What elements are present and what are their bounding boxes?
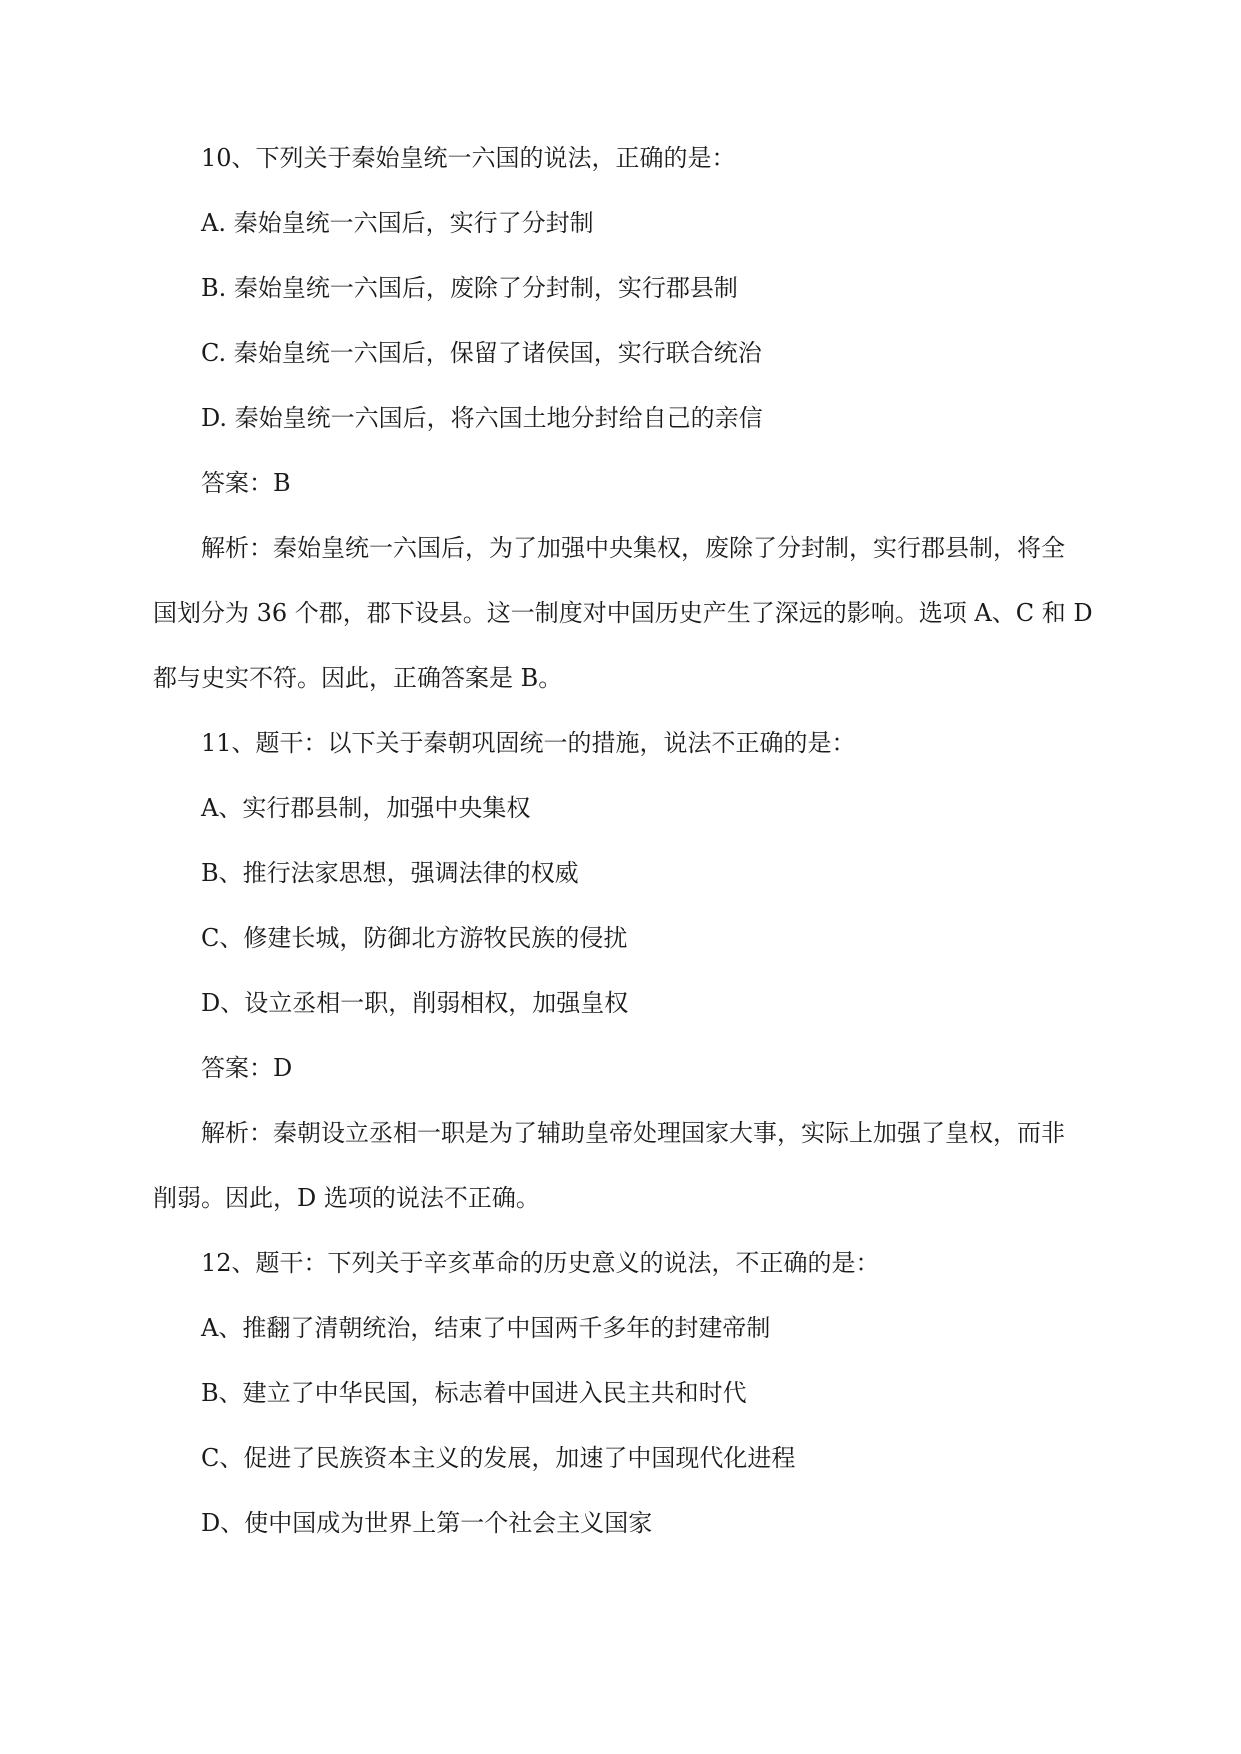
option-item — [153, 337, 1103, 369]
question-stem — [153, 142, 1103, 174]
question-11-option-c: C、修建长城，防御北方游牧民族的侵扰 — [201, 924, 628, 952]
question-10-option-a: A. 秦始皇统一六国后，实行了分封制 — [201, 209, 594, 237]
explanation-line: 削弱。因此，D 选项的说法不正确。 — [153, 1184, 540, 1212]
question-11-option-a: A、实行郡县制，加强中央集权 — [201, 794, 531, 822]
answer-line — [153, 467, 1103, 499]
question-12-option-a: A、推翻了清朝统治，结束了中国两千多年的封建帝制 — [201, 1314, 771, 1342]
question-12-option-c: C、促进了民族资本主义的发展，加速了中国现代化进程 — [201, 1444, 796, 1472]
answer-line — [153, 1052, 1103, 1084]
question-11-option-d: D、设立丞相一职，削弱相权，加强皇权 — [201, 989, 629, 1017]
question-10-explanation — [153, 532, 1103, 694]
explanation-line: 解析：秦始皇统一六国后，为了加强中央集权，废除了分封制，实行郡县制，将全 — [201, 534, 1065, 562]
option-item — [153, 1507, 1103, 1539]
option-item — [153, 857, 1103, 889]
question-stem — [153, 727, 1103, 759]
option-item — [153, 922, 1103, 954]
explanation-line: 国划分为 36 个郡，郡下设县。这一制度对中国历史产生了深远的影响。选项 A、C 和 D — [153, 599, 1093, 627]
question-12-stem: 12、题干：下列关于辛亥革命的历史意义的说法，不正确的是： — [201, 1249, 880, 1277]
document-content — [153, 142, 1103, 1539]
question-11-explanation — [153, 1117, 1103, 1214]
option-item — [153, 792, 1103, 824]
question-10-stem: 10、下列关于秦始皇统一六国的说法，正确的是： — [201, 144, 736, 172]
explanation-line: 解析：秦朝设立丞相一职是为了辅助皇帝处理国家大事，实际上加强了皇权，而非 — [201, 1119, 1065, 1147]
question-11-option-b: B、推行法家思想，强调法律的权威 — [201, 859, 579, 887]
question-stem — [153, 1247, 1103, 1279]
option-item — [153, 207, 1103, 239]
question-10-answer: 答案：B — [201, 469, 291, 497]
option-item — [153, 987, 1103, 1019]
question-11-answer: 答案：D — [201, 1054, 293, 1082]
explanation-line: 都与史实不符。因此，正确答案是 B。 — [153, 664, 563, 692]
question-12-option-d: D、使中国成为世界上第一个社会主义国家 — [201, 1509, 653, 1537]
question-10-option-c: C. 秦始皇统一六国后，保留了诸侯国，实行联合统治 — [201, 339, 762, 367]
option-item — [153, 402, 1103, 434]
option-item — [153, 1442, 1103, 1474]
option-item — [153, 1312, 1103, 1344]
question-10-option-d: D. 秦始皇统一六国后，将六国土地分封给自己的亲信 — [201, 404, 763, 432]
question-10-option-b: B. 秦始皇统一六国后，废除了分封制，实行郡县制 — [201, 274, 738, 302]
option-item — [153, 1377, 1103, 1409]
option-item — [153, 272, 1103, 304]
question-12-option-b: B、建立了中华民国，标志着中国进入民主共和时代 — [201, 1379, 747, 1407]
question-11-stem: 11、题干：以下关于秦朝巩固统一的措施，说法不正确的是： — [201, 729, 856, 757]
